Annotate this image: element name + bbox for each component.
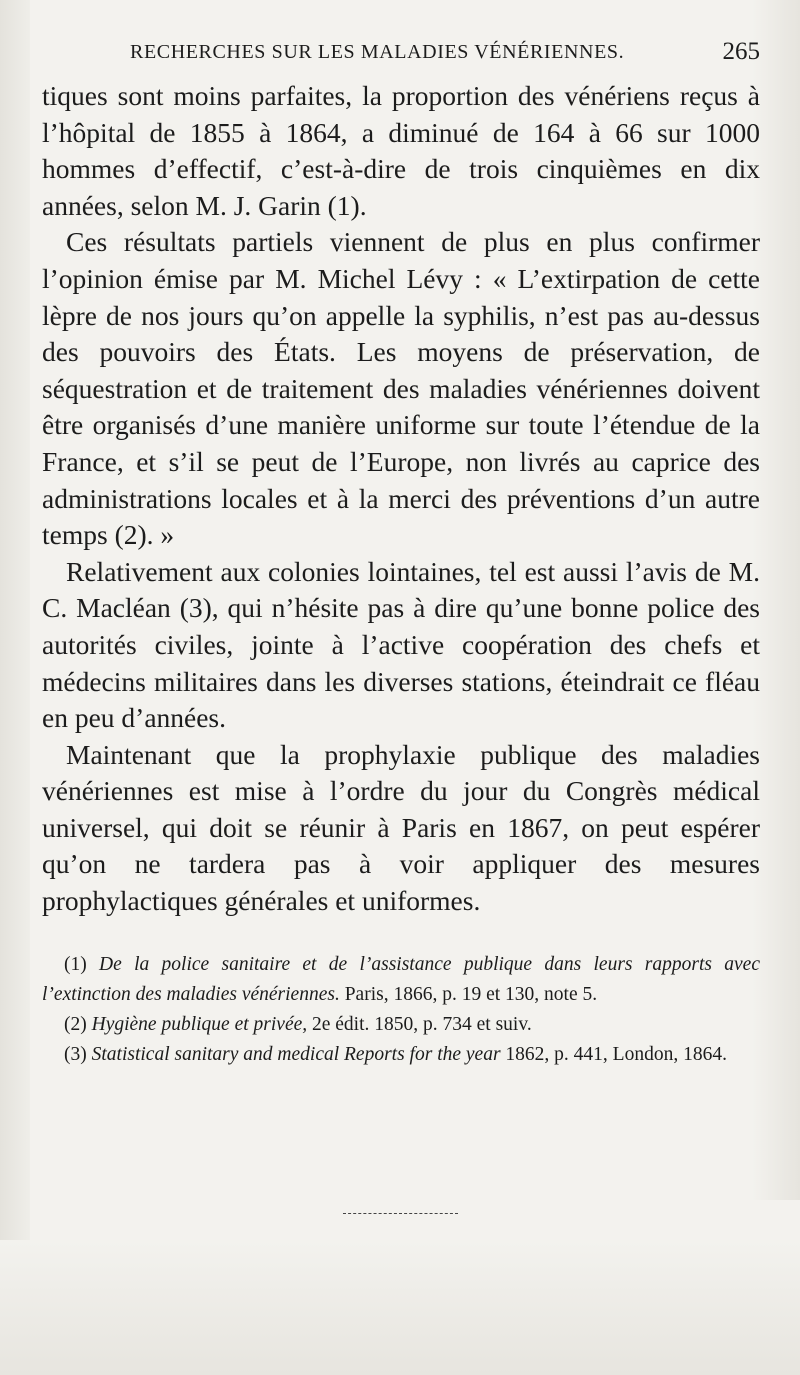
footnote-title: Statistical sanitary and medical Reports for the year bbox=[91, 1044, 501, 1065]
paragraph-continued: tiques sont moins parfaites, la proportion des vénériens reçus à l’hôpital de 1855 à 1864, a diminué de 164 à 66 sur 1000 hommes d’effectif, c’est-à-dire de trois cinquièmes en dix années, selon M. J. Garin (1). bbox=[42, 80, 760, 221]
bottom-page-bleed bbox=[0, 1240, 800, 1375]
footnotes bbox=[42, 950, 760, 1070]
footnote-title: Hygiène publique et privée, bbox=[91, 1014, 308, 1035]
main-text bbox=[42, 78, 760, 920]
footnote-2 bbox=[42, 1010, 760, 1040]
footnote-details: 1862, p. 441, London, 1864. bbox=[505, 1044, 727, 1065]
footnote-marker: (3) bbox=[64, 1044, 87, 1065]
footnote-3 bbox=[42, 1040, 760, 1070]
section-end-rule bbox=[343, 1213, 458, 1214]
footnote-title: De la police sanitaire et de l’assistance publique dans leurs rapports avec l’extinction des maladies vénériennes. bbox=[42, 954, 760, 1005]
footnote-marker: (1) bbox=[64, 954, 87, 975]
page-number: 265 bbox=[722, 38, 760, 65]
paragraph: Relativement aux colonies lointaines, tel est aussi l’avis de M. C. Macléan (3), qui n’hésite pas à dire qu’une bonne police des autorités civiles, jointe à l’active coopération des chefs et médecins militaires dans les diverses stations, éteindrait ce fléau en peu d’années. bbox=[42, 555, 760, 734]
paragraph: Maintenant que la prophylaxie publique des maladies vénériennes est mise à l’ordre du jour du Congrès médical universel, qui doit se réunir à Paris en 1867, on peut espérer qu’on ne tardera pas à voir appliquer des mesures prophylactiques générales et uniformes. bbox=[42, 738, 760, 917]
footnote-1 bbox=[42, 950, 760, 1010]
page-gutter-shadow bbox=[0, 0, 30, 1375]
paragraph: Ces résultats partiels viennent de plus en plus confirmer l’opinion émise par M. Michel Lévy : « L’extirpation de cette lèpre de nos jours qu’on appelle la syphilis, n’est pas au-dessus des pouvoirs des États. Les moyens de préservation, de séquestration et de traitement des maladies vénériennes doivent être organisés d’une manière uniforme sur toute l’étendue de la France, et s’il se peut de l’Europe, non livrés au caprice des administrations locales et à la merci des préventions d’un autre temps (2). » bbox=[42, 226, 760, 551]
footnote-details: 2e édit. 1850, p. 734 et suiv. bbox=[312, 1014, 532, 1035]
running-title: RECHERCHES SUR LES MALADIES VÉNÉRIENNES. bbox=[130, 41, 625, 63]
footnote-details: Paris, 1866, p. 19 et 130, note 5. bbox=[344, 984, 598, 1005]
running-head bbox=[130, 38, 760, 68]
footnote-marker: (2) bbox=[64, 1014, 87, 1035]
